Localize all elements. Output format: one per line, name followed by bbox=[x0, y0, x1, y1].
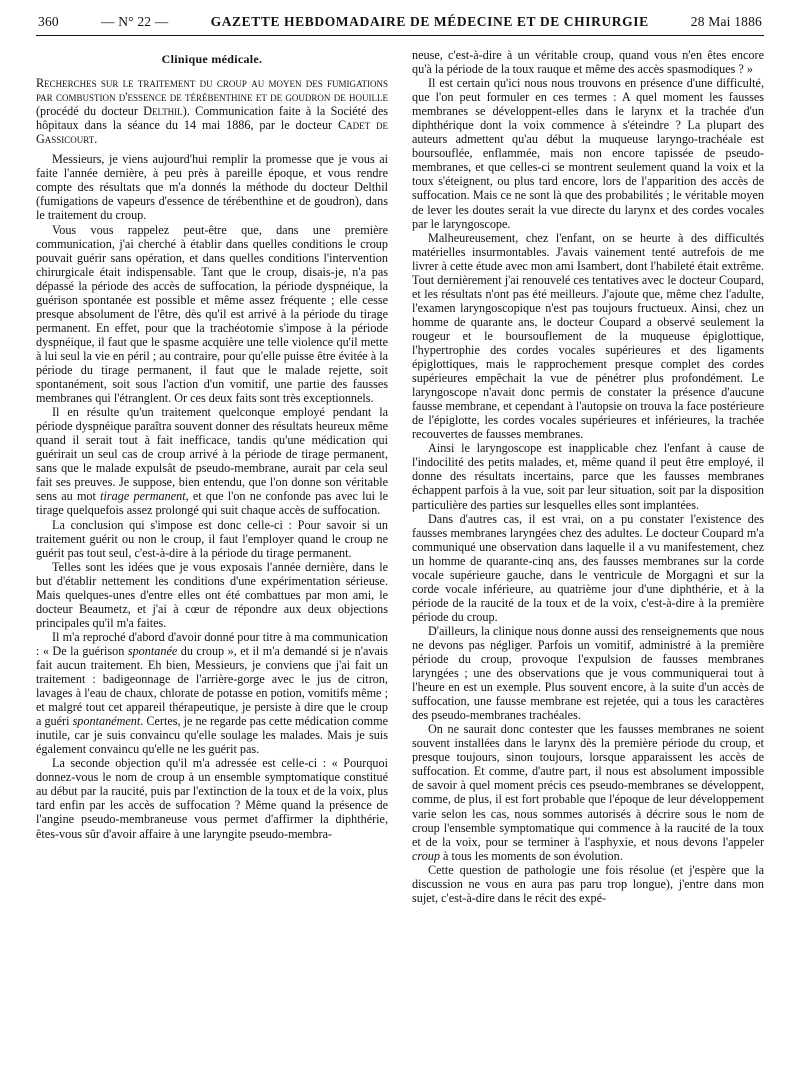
paragraph: Malheureusement, chez l'enfant, on se heurte à des difficultés matérielles insurmontables. J'avais vainement tenté autrefois de me livrer à cette étude avec mon ami Isambert, dont l'habileté était extrême. Tout dernièrement j'ai renouvelé ces tentatives avec le docteur Coupard, et les résultats n'ont pas été meilleurs. J'ajoute que, même chez l'adulte, l'examen laryngoscopique n'est pas toujours fructueux. Ainsi, chez un homme de quarante ans, le docteur Coupard a observé seulement la rougeur et le boursouflement de la muqueuse épiglottique, l'hypertrophie des cordes vocales supérieures et des ligaments épiglottiques, mais le rapprochement presque complet des cordes supérieures empêchait la vue de pénétrer plus profondément. Le laryngoscope n'avait donc permis de constater la présence d'aucune fausse membrane, et cependant à l'autopsie on trouva la face postérieure de l'épiglotte, les cordes vocales supérieures et inférieures, la trachée recouvertes de fausses membranes. bbox=[412, 230, 764, 442]
article-title-text: (procédé du docteur bbox=[36, 104, 144, 119]
paragraph-continued: neuse, c'est-à-dire à un véritable croup, quand vous n'en êtes encore qu'à la période de la toux rauque et même des accès spasmodiques ? » bbox=[412, 48, 764, 77]
issue-date: 28 Mai 1886 bbox=[690, 14, 762, 29]
running-header bbox=[36, 14, 764, 36]
paragraph-text: , et que l'on ne confonde pas avec lui le tirage quelquefois assez prolongé qui suit chaque accès de suffocation. bbox=[36, 489, 388, 518]
article-title-end: . bbox=[94, 132, 98, 147]
article-title-main: Recherches sur le traitement du croup au moyen des fumigations par combustion d'essence de térébenthine et de goudron de houille bbox=[36, 76, 388, 105]
right-column bbox=[412, 48, 764, 905]
paragraph-text: . Certes, je ne regarde pas cette médication comme inutile, car je suis convaincu qu'elle soulage les malades. Mais je suis également convaincu qu'elle ne les guérit pas. bbox=[36, 714, 389, 757]
paragraph-text: On ne saurait donc contester que les fausses membranes ne soient souvent installées dans le larynx dès la première période du croup, et presque toujours, sinon toujours, lorsque apparaissent les accès de suffocation. Et comme, d'autre part, il nous est absolument impossible de savoir à quel moment précis ces pseudo-membranes se développent, comme, de plus, il est fort probable que l'époque de leur développement varie selon les cas, nous sommes autorisés à décrire sous le nom de croup l'ensemble symptomatique qui commence à la raucité de la toux et de la voix, pour se terminer à l'asphyxie, et nous devons l'appeler bbox=[412, 722, 764, 849]
emphasis: croup bbox=[412, 848, 440, 863]
paragraph bbox=[36, 405, 388, 517]
article-title-text-2: ). Communication faite à la Société des hôpitaux dans la séance du 14 mai 1886, par le docteur bbox=[36, 104, 388, 133]
paragraph-text: du croup », et il m'a demandé si je n'avais fait aucun traitement. Eh bien, Messieurs, je conviens que j'ai fait un traitement : badigeonnage de l'arrière-gorge avec le jus de citron, lavages à l'eau de chaux, chlorate de potasse en potion, vomitifs même ; et malgré tout cet appareil thérapeutique, je persiste à dire que le croup a guéri bbox=[36, 643, 388, 729]
paragraph: Telles sont les idées que je vous exposais l'année dernière, dans le but d'établir nettement les conditions d'une expérimentation sérieuse. Mais quelques-unes d'entre elles ont été combattues par mon ami, le docteur Beaumetz, et j'ai à cœur de répondre aux deux objections principales qu'il m'a faites. bbox=[36, 559, 388, 630]
issue-number: — N° 22 — bbox=[100, 14, 169, 29]
article-title-author: Delthil bbox=[143, 104, 183, 119]
paragraph: La conclusion qui s'impose est donc celle-ci : Pour savoir si un traitement guérit ou non le croup, il faut l'employer quand le croup ne guérit pas tout seul, c'est-à-dire à la période du tirage permanent. bbox=[36, 517, 388, 560]
paragraph: Cette question de pathologie une fois résolue (et j'espère que la discussion ne vous en aura pas paru trop longue), j'entre dans mon sujet, c'est-à-dire dans le récit des expé- bbox=[412, 862, 764, 905]
paragraph: Messieurs, je viens aujourd'hui remplir la promesse que je vous ai faite l'année dernière, à peu près à pareille époque, et vous rendre compte des résultats que m'a donnés la méthode du docteur Delthil (fumigations de vapeurs d'essence de térébenthine et de goudron), dans le traitement du croup. bbox=[36, 152, 388, 223]
page-number: 360 bbox=[38, 14, 59, 29]
paragraph: Vous vous rappelez peut-être que, dans une première communication, j'ai cherché à établir dans quelles conditions le croup pouvait guérir sans opération, et dans quelles conditions l'intervention chirurgicale était indispensable. Tant que le croup, disais-je, n'a pas dépassé la période des accès de suffocation, la période dyspnéique, la guérison spontanée est possible et même assez fréquente ; elle cesse presque absolument de l'être, dès qu'il est arrivé à la période du tirage permanent. En effet, pour que la trachéotomie s'impose à la période dyspnéique, il faut que le spasme acquière une telle violence qu'il mette à lui seul la vie en péril ; au contraire, pour qu'elle puisse être évitée à la période du tirage permanent, il faut que le malade rejette, soit spontanément, soit sous l'action d'un vomitif, une partie des fausses membranes qui l'étranglent. Or ces deux faits sont très exceptionnels. bbox=[36, 222, 388, 406]
paragraph: Ainsi le laryngoscope est inapplicable chez l'enfant à cause de l'indocilité des petits malades, et, même quand il peut être employé, il donne des résultats incertains, parce que les fausses membranes échappent parfois à la vue, soit par leur situation, soit par la disposition particulière des parties sur lesquelles elles sont implantées. bbox=[412, 441, 764, 512]
paragraph bbox=[412, 722, 764, 862]
paragraph: La seconde objection qu'il m'a adressée est celle-ci : « Pourquoi donnez-vous le nom de croup à un ensemble symptomatique constitué au début par la raucité, puis par l'extinction de la toux et de la voix, plus tard enfin par les accès de suffocation ? Même quand la présence de l'angine pseudo-membraneuse vous permet d'affirmer la diphthérie, êtes-vous sûr d'avoir affaire à une laryngite pseudo-membra- bbox=[36, 756, 388, 841]
emphasis: spontanément bbox=[72, 714, 141, 729]
paragraph-text: à tous les moments de son évolution. bbox=[439, 848, 623, 863]
emphasis: tirage permanent bbox=[100, 489, 186, 504]
article-presenter: Cadet de Gassicourt bbox=[36, 118, 389, 147]
journal-title: GAZETTE HEBDOMADAIRE DE MÉDECINE ET DE CHIRURGIE bbox=[210, 14, 649, 29]
paragraph: Il est certain qu'ici nous nous trouvons en présence d'une difficulté, que l'on peut formuler en ces termes : A quel moment les fausses membranes se développent-elles dans le larynx et la trachée d'un diphthérique dont la voix commence à s'éteindre ? La plupart des auteurs admettent qu'au début la muqueuse laryngo-trachéale est boursouflée, enflammée, mais non encore tapissée de pseudo-membranes, et que celles-ci se montrent seulement quand la voix et la toux s'éteignent, ou plus tard encore, lors de l'apparition des accès de suffocation. Mais ce ne sont là que des probabilités ; le véritable moyen de lever les doutes serait la vue directe du larynx et des cordes vocales par le laryngoscope. bbox=[412, 76, 764, 231]
paragraph bbox=[36, 630, 388, 756]
paragraph: D'ailleurs, la clinique nous donne aussi des renseignements que nous ne devons pas négliger. Parfois un vomitif, administré à la première période du croup, provoque l'expulsion de fausses membranes laryngées ; une des observations que je vous communiquerai tout à l'heure en est un exemple. Plus souvent encore, à la suite d'un accès de suffocation, une fausse membrane est rejetée, qui a tous les caractères des pseudo-membranes trachéales. bbox=[412, 623, 764, 723]
left-column bbox=[36, 48, 388, 905]
emphasis: spontanée bbox=[127, 643, 178, 658]
paragraph-text: Il m'a reproché d'abord d'avoir donné pour titre à ma communication : « De la guérison bbox=[36, 629, 388, 658]
text-columns bbox=[36, 48, 764, 905]
paragraph-text: Il en résulte qu'un traitement quelconque employé pendant la période dyspnéique paraîtra souvent donner des résultats heureux même quand il serait tout à fait inefficace, tandis qu'une médication qui guérirait un seul cas de croup arrivé à la période de tirage permanent, sans que le malade expulsât de pseudo-membrane, aurait par cela seul fait ses preuves. Je suppose, bien entendu, que l'on donne son véritable sens au mot bbox=[36, 405, 388, 504]
article-title bbox=[36, 76, 388, 146]
section-heading: Clinique médicale. bbox=[161, 52, 263, 66]
paragraph: Dans d'autres cas, il est vrai, on a pu constater l'existence des fausses membranes laryngées chez des adultes. Le docteur Coupard m'a communiqué une observation dans laquelle il a vu manifestement, chez un homme de quarante-cinq ans, des fausses membranes sur la corde vocale supérieure gauche, dans le ventricule de Morgagni et sur la corde vocale inférieure, au quatrième jour d'une diphthérie, et à la période de la raucité de la toux et de la voix, c'est-à-dire à la première période du croup. bbox=[412, 511, 764, 624]
